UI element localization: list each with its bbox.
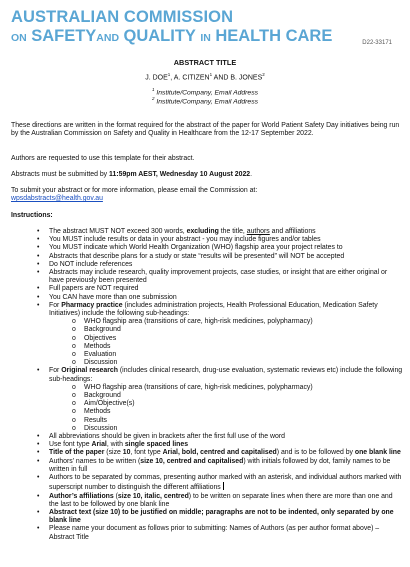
bullet-icon: • bbox=[37, 433, 40, 441]
affiliation-2 bbox=[0, 96, 410, 105]
sub-item-text: Aim/Objective(s) bbox=[84, 400, 135, 408]
author-line bbox=[0, 72, 410, 81]
circle-bullet-icon: o bbox=[72, 342, 76, 350]
circle-bullet-icon: o bbox=[72, 400, 76, 408]
list-item bbox=[11, 244, 403, 252]
item-text: Please name your document as follows prior to submitting: Names of Authors (as per author format above) – Abstract Title bbox=[49, 525, 380, 541]
bullet-icon: • bbox=[37, 252, 40, 260]
item-bold: Arial bbox=[91, 441, 107, 449]
item-bold: Pharmacy practice bbox=[61, 301, 123, 309]
circle-bullet-icon: o bbox=[72, 351, 76, 359]
instructions-heading: Instructions: bbox=[11, 212, 53, 219]
circle-bullet-icon: o bbox=[72, 318, 76, 326]
bullet-icon: • bbox=[37, 269, 40, 277]
sub-list-item bbox=[11, 343, 403, 351]
item-bold: size 10, italic, centred bbox=[117, 492, 189, 500]
bullet-icon: • bbox=[37, 508, 40, 516]
item-text: For bbox=[49, 301, 62, 309]
sub-list-item bbox=[11, 318, 403, 326]
sub-list-item bbox=[11, 384, 403, 392]
sub-item-text: Discussion bbox=[84, 359, 118, 367]
email-link[interactable]: wpsdabstracts@health.gov.au bbox=[11, 195, 103, 203]
sub-item-text: Methods bbox=[84, 342, 111, 350]
list-item bbox=[11, 458, 403, 474]
author-3: AND B. JONES bbox=[212, 74, 263, 82]
bullet-icon: • bbox=[37, 525, 40, 533]
affiliation-1-text: Institute/Company, Email Address bbox=[154, 89, 259, 97]
sub-list-item bbox=[11, 351, 403, 359]
sub-list-item bbox=[11, 326, 403, 334]
list-item bbox=[11, 441, 403, 449]
list-item bbox=[11, 269, 403, 285]
item-bold: Arial, bold, centred and capitalised bbox=[162, 449, 277, 457]
bullet-icon: • bbox=[37, 474, 40, 482]
list-item bbox=[11, 433, 403, 441]
item-bold: Abstract text (size 10) to be justified on middle; paragraphs are not to be indented, only separated by one blank line bbox=[49, 508, 394, 525]
commission-logo bbox=[11, 9, 332, 45]
item-text: (includes administration projects, Health Professional Education, Medication Safety Initiatives) include the following sub-headings: bbox=[49, 301, 378, 318]
bullet-icon: • bbox=[37, 293, 40, 301]
circle-bullet-icon: o bbox=[72, 416, 76, 424]
list-item bbox=[11, 449, 403, 457]
bullet-icon: • bbox=[37, 441, 40, 449]
item-bold: one blank line bbox=[354, 449, 401, 457]
sub-item-text: Methods bbox=[84, 408, 111, 416]
logo-safety: SAFETY bbox=[31, 26, 97, 45]
affiliation-2-text: Institute/Company, Email Address bbox=[154, 98, 259, 106]
item-text: ( bbox=[113, 492, 118, 500]
sub-list-item bbox=[11, 359, 403, 367]
deadline-date: 11:59pm AEST, Wednesday 10 August 2022 bbox=[109, 171, 251, 178]
text-cursor bbox=[223, 482, 224, 490]
instructions-list bbox=[11, 228, 403, 542]
circle-bullet-icon: o bbox=[72, 359, 76, 367]
circle-bullet-icon: o bbox=[72, 383, 76, 391]
item-text: the title, bbox=[218, 228, 247, 235]
item-bold: size 10, centred and capitalised bbox=[140, 457, 244, 465]
sub-list-item bbox=[11, 392, 403, 400]
item-text: The abstract MUST NOT exceed 300 words, bbox=[49, 228, 187, 235]
item-text: Full papers are NOT required bbox=[49, 285, 139, 293]
deadline-paragraph bbox=[11, 171, 403, 179]
item-bold: single spaced lines bbox=[124, 441, 189, 449]
bullet-icon: • bbox=[37, 301, 40, 309]
list-item bbox=[11, 261, 403, 269]
item-text: , font type bbox=[130, 449, 163, 457]
circle-bullet-icon: o bbox=[72, 392, 76, 400]
bullet-icon: • bbox=[37, 367, 40, 375]
sub-item-text: Background bbox=[84, 326, 121, 334]
logo-on: ON bbox=[11, 31, 27, 44]
item-text: Do NOT include references bbox=[49, 260, 133, 268]
bullet-icon: • bbox=[37, 244, 40, 252]
contact-paragraph bbox=[11, 187, 403, 203]
list-item bbox=[11, 228, 403, 236]
deadline-post: . bbox=[250, 171, 253, 178]
list-item bbox=[11, 302, 403, 318]
affiliation-1-mark: 1 bbox=[151, 87, 155, 92]
bullet-icon: • bbox=[37, 492, 40, 500]
bullet-icon: • bbox=[37, 228, 40, 235]
list-item bbox=[11, 525, 403, 541]
item-bold: Original research bbox=[61, 367, 118, 375]
list-item bbox=[11, 253, 403, 261]
sub-list-item bbox=[11, 335, 403, 343]
circle-bullet-icon: o bbox=[72, 408, 76, 416]
document-id: D22-33171 bbox=[362, 40, 392, 46]
item-text: ) with initials followed by dot, family names to be written in full bbox=[49, 457, 391, 473]
bullet-icon: • bbox=[37, 236, 40, 244]
sub-item-text: Discussion bbox=[84, 424, 118, 432]
bullet-icon: • bbox=[37, 260, 40, 268]
item-text: and affiliations bbox=[269, 228, 316, 235]
circle-bullet-icon: o bbox=[72, 326, 76, 334]
item-text: ) and is to be followed by bbox=[276, 449, 355, 457]
list-item bbox=[11, 285, 403, 293]
sub-item-text: WHO flagship area (transitions of care, high-risk medicines, polypharmacy) bbox=[84, 383, 313, 391]
sub-item-text: Results bbox=[84, 416, 107, 424]
item-text: Authors to be separated by commas, presenting author marked with an asterisk, and individual authors marked with superscript number to distinguish the different affiliations bbox=[49, 474, 402, 492]
affiliation-2-mark: 2 bbox=[151, 96, 155, 101]
list-item bbox=[11, 493, 403, 509]
sub-list-item bbox=[11, 417, 403, 425]
item-text: (includes clinical research, drug-use evaluation, systematic reviews etc) include the following sub-headings: bbox=[49, 367, 403, 383]
affiliation-1 bbox=[0, 87, 410, 96]
author-2: , A. CITIZEN bbox=[170, 74, 210, 82]
item-underlined: authors bbox=[246, 228, 270, 235]
item-text: You CAN have more than one submission bbox=[49, 293, 177, 301]
sub-item-text: Evaluation bbox=[84, 351, 117, 359]
logo-line1: AUSTRALIAN COMMISSION bbox=[11, 8, 234, 26]
item-text: You MUST include results or data in your abstract - you may include figures and/or tables bbox=[49, 236, 321, 244]
bullet-icon: • bbox=[37, 285, 40, 293]
deadline-pre: Abstracts must be submitted by bbox=[11, 171, 110, 178]
item-text: ) to be written on separate lines when there are more than one and the last to be followed by one blank line bbox=[49, 492, 393, 508]
template-paragraph: Authors are requested to use this template for their abstract. bbox=[11, 155, 195, 162]
sub-list-item bbox=[11, 408, 403, 416]
item-text: Abstracts that describe plans for a study or state “results will be presented” will NOT be accepted bbox=[49, 252, 345, 260]
item-text: Use font type bbox=[49, 441, 92, 449]
list-item bbox=[11, 294, 403, 302]
list-item bbox=[11, 367, 403, 383]
logo-quality: QUALITY bbox=[123, 26, 196, 45]
list-item bbox=[11, 509, 403, 525]
item-bold: excluding bbox=[186, 228, 219, 235]
author-1-mark: 1 bbox=[167, 72, 171, 77]
contact-text: To submit your abstract or for more information, please email the Commission at: bbox=[11, 187, 258, 194]
sub-item-text: Background bbox=[84, 392, 121, 400]
sub-list-item bbox=[11, 400, 403, 408]
author-1: J. DOE bbox=[145, 74, 168, 82]
list-item bbox=[11, 236, 403, 244]
circle-bullet-icon: o bbox=[72, 424, 76, 432]
logo-and: AND bbox=[96, 31, 120, 44]
item-text: Abstracts may include research, quality improvement projects, case studies, or insight that are either original or have previously been presented bbox=[49, 269, 388, 285]
logo-line2 bbox=[11, 28, 332, 45]
item-text: For bbox=[49, 367, 62, 375]
list-item bbox=[11, 474, 403, 492]
item-bold: Title of the paper bbox=[49, 449, 105, 457]
item-text: (size bbox=[104, 449, 123, 457]
logo-healthcare: HEALTH CARE bbox=[215, 26, 333, 45]
item-bold: 10 bbox=[122, 449, 131, 457]
bullet-icon: • bbox=[37, 449, 40, 457]
item-text: , with bbox=[106, 441, 125, 449]
sub-item-text: WHO flagship area (transitions of care, high-risk medicines, polypharmacy) bbox=[84, 318, 313, 326]
circle-bullet-icon: o bbox=[72, 334, 76, 342]
author-2-mark: 1 bbox=[209, 72, 213, 77]
abstract-title: ABSTRACT TITLE bbox=[173, 58, 237, 67]
item-text: Authors’ names to be written ( bbox=[49, 457, 141, 465]
item-text: All abbreviations should be given in brackets after the first full use of the word bbox=[49, 433, 285, 441]
intro-paragraph: These directions are written in the format required for the abstract of the paper for World Patient Safety Day initiatives being run by the Australian Commission on Safety and Quality in Healthcare from the 12-17 September 2022. bbox=[11, 122, 400, 138]
item-text: You MUST indicate which World Health Organization (WHO) flagship area your project relates to bbox=[49, 244, 343, 252]
sub-list-item bbox=[11, 425, 403, 433]
item-bold: Author’s affiliations bbox=[49, 492, 114, 500]
sub-item-text: Objectives bbox=[84, 334, 117, 342]
bullet-icon: • bbox=[37, 457, 40, 465]
author-3-mark: 2 bbox=[262, 72, 265, 77]
logo-in: IN bbox=[200, 31, 211, 44]
